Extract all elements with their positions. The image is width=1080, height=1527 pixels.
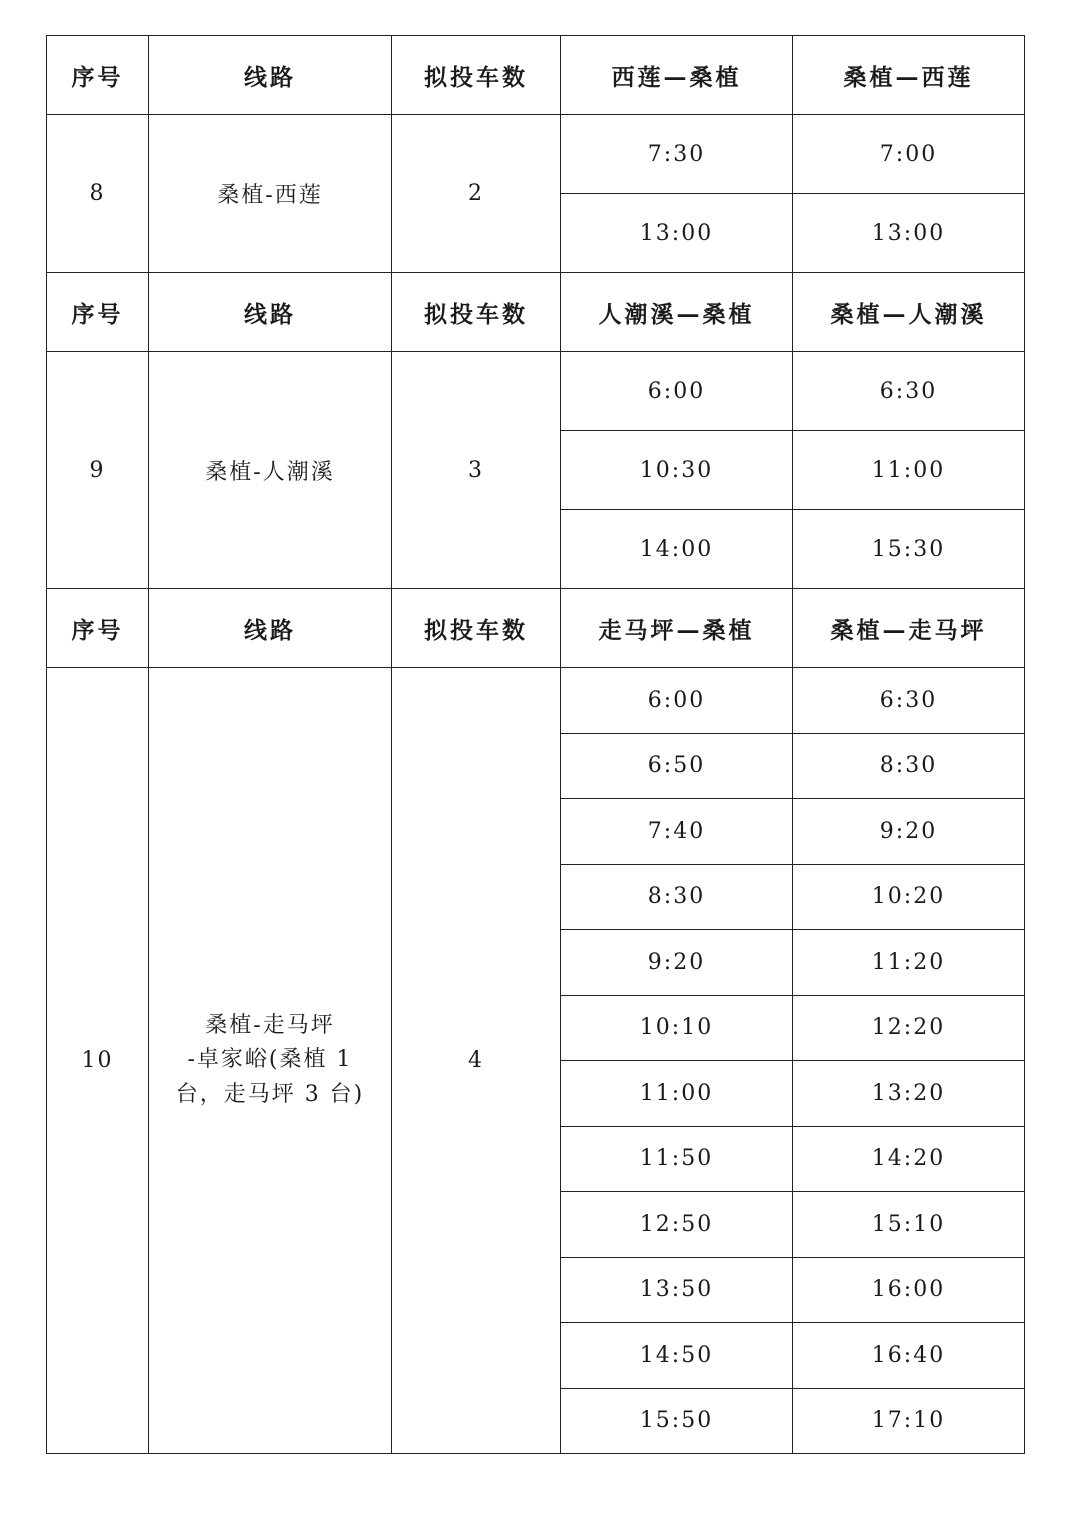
table-row: [47, 668, 1025, 734]
time-cell: 7:00: [793, 115, 1025, 194]
time-cell: 15:10: [793, 1192, 1025, 1258]
bus-schedule-table: [46, 35, 1025, 1454]
time-cell: 11:00: [793, 431, 1025, 510]
time-cell: 8:30: [561, 864, 793, 930]
header-direction-1: 西莲—桑植: [561, 36, 793, 115]
time-cell: 6:30: [793, 668, 1025, 734]
header-route: 线路: [149, 589, 392, 668]
header-buses: 拟投车数: [392, 36, 561, 115]
table-row: [47, 115, 1025, 194]
route-line: 台，走马坪 3 台): [175, 1081, 365, 1107]
header-direction-2: 桑植—西莲: [793, 36, 1025, 115]
time-cell: 17:10: [793, 1388, 1025, 1454]
time-cell: 13:00: [793, 194, 1025, 273]
header-row: [47, 36, 1025, 115]
header-seq: 序号: [47, 273, 149, 352]
header-route: 线路: [149, 273, 392, 352]
buses-cell: 3: [392, 352, 561, 589]
time-cell: 16:40: [793, 1323, 1025, 1389]
time-cell: 10:20: [793, 864, 1025, 930]
time-cell: 9:20: [561, 930, 793, 996]
time-cell: 6:00: [561, 668, 793, 734]
time-cell: 10:10: [561, 995, 793, 1061]
header-direction-1: 走马坪—桑植: [561, 589, 793, 668]
header-buses: 拟投车数: [392, 273, 561, 352]
time-cell: 6:30: [793, 352, 1025, 431]
time-cell: 14:20: [793, 1126, 1025, 1192]
buses-cell: 2: [392, 115, 561, 273]
time-cell: 11:20: [793, 930, 1025, 996]
route-cell: 桑植-西莲: [149, 115, 392, 273]
table-row: [47, 352, 1025, 431]
route-line: -卓家峪(桑植 1: [187, 1047, 353, 1073]
buses-cell: 4: [392, 668, 561, 1454]
header-direction-2: 桑植—走马坪: [793, 589, 1025, 668]
header-buses: 拟投车数: [392, 589, 561, 668]
time-cell: 7:30: [561, 115, 793, 194]
time-cell: 12:50: [561, 1192, 793, 1258]
time-cell: 11:50: [561, 1126, 793, 1192]
time-cell: 15:30: [793, 510, 1025, 589]
time-cell: 6:50: [561, 733, 793, 799]
route-line: 桑植-走马坪: [205, 1013, 335, 1039]
header-route: 线路: [149, 36, 392, 115]
time-cell: 9:20: [793, 799, 1025, 865]
time-cell: 11:00: [561, 1061, 793, 1127]
time-cell: 12:20: [793, 995, 1025, 1061]
time-cell: 13:00: [561, 194, 793, 273]
seq-cell: 8: [47, 115, 149, 273]
header-row: [47, 273, 1025, 352]
header-row: [47, 589, 1025, 668]
time-cell: 16:00: [793, 1257, 1025, 1323]
seq-cell: 10: [47, 668, 149, 1454]
time-cell: 8:30: [793, 733, 1025, 799]
time-cell: 10:30: [561, 431, 793, 510]
time-cell: 15:50: [561, 1388, 793, 1454]
time-cell: 14:00: [561, 510, 793, 589]
time-cell: 13:50: [561, 1257, 793, 1323]
route-cell: 桑植-人潮溪: [149, 352, 392, 589]
header-seq: 序号: [47, 36, 149, 115]
time-cell: 6:00: [561, 352, 793, 431]
route-cell: [149, 668, 392, 1454]
time-cell: 14:50: [561, 1323, 793, 1389]
header-direction-1: 人潮溪—桑植: [561, 273, 793, 352]
header-seq: 序号: [47, 589, 149, 668]
header-direction-2: 桑植—人潮溪: [793, 273, 1025, 352]
time-cell: 13:20: [793, 1061, 1025, 1127]
seq-cell: 9: [47, 352, 149, 589]
time-cell: 7:40: [561, 799, 793, 865]
